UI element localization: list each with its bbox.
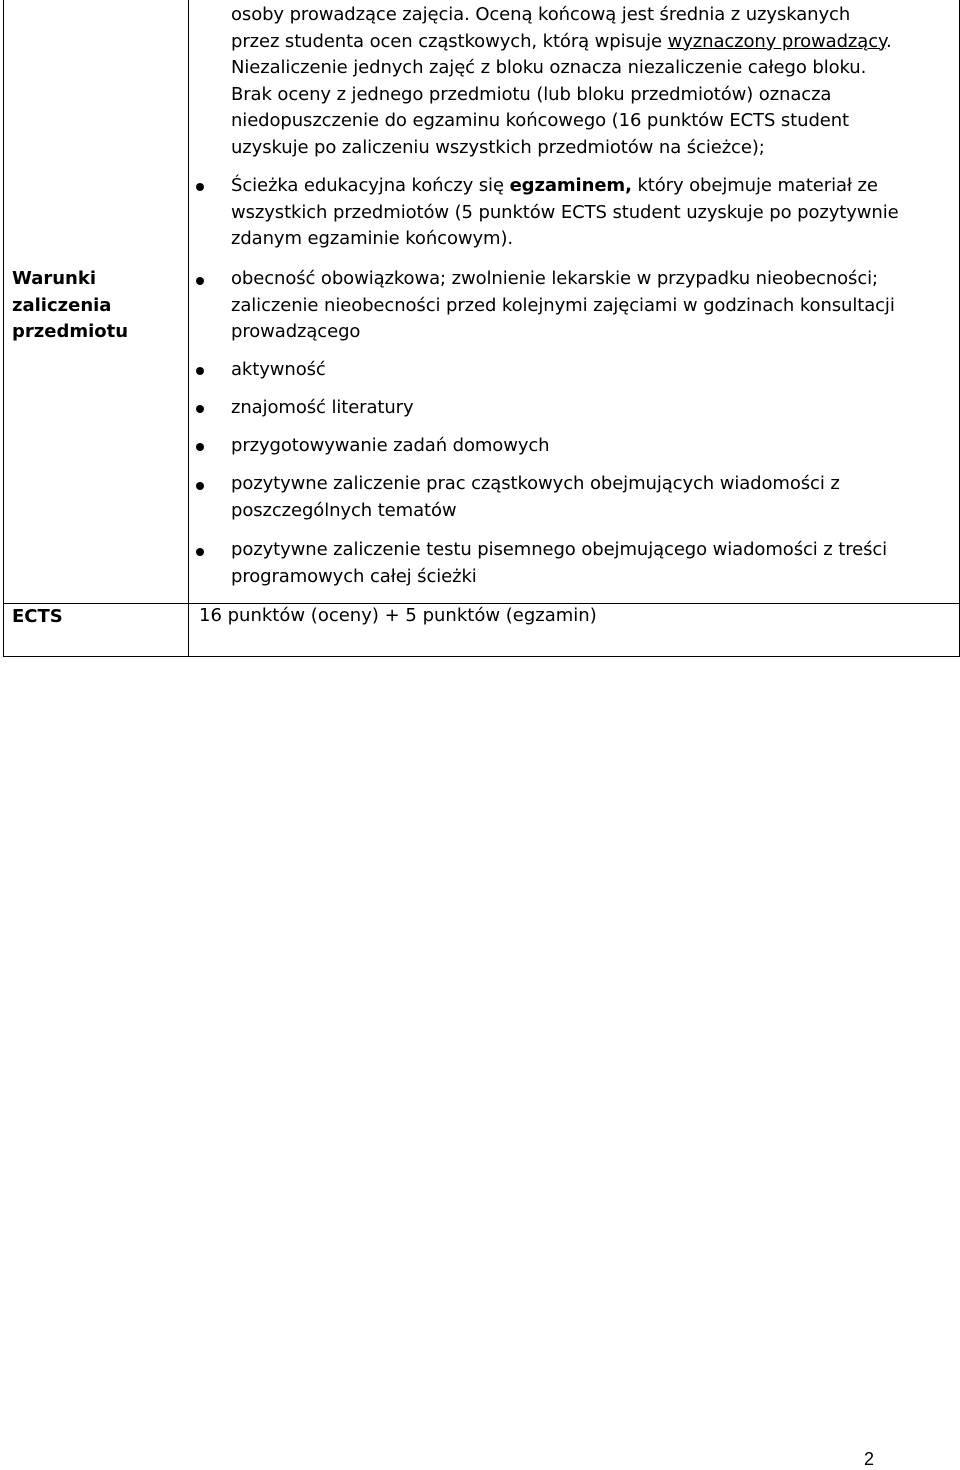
- bullet-icon: [196, 443, 204, 451]
- ects-label: ECTS: [12, 606, 63, 627]
- continuation-line: niedopuszczenie do egzaminu końcowego (16 punktów ECTS student: [231, 110, 850, 131]
- bullet-icon: [196, 482, 204, 490]
- bullet-icon: [196, 548, 204, 556]
- exam-item: [231, 173, 959, 253]
- conditions-label: Warunki zaliczenia przedmiotu: [12, 268, 129, 342]
- continuation-line: uzyskuje po zaliczeniu wszystkich przedmiotów na ścieżce);: [231, 136, 765, 158]
- continuation-line: Niezaliczenie jednych zajęć z bloku oznacza niezaliczenie całego bloku.: [231, 57, 867, 78]
- continuation-line: przez studenta ocen cząstkowych, którą wpisuje wyznaczony prowadzący.: [231, 30, 892, 52]
- bullet-icon: [196, 183, 204, 191]
- ects-value: 16 punktów (oceny) + 5 punktów (egzamin): [199, 605, 597, 626]
- continuation-line: osoby prowadzące zajęcia. Oceną końcową jest średnia z uzyskanych: [231, 4, 851, 25]
- course-table: [3, 0, 960, 657]
- bold-text: egzaminem,: [509, 175, 632, 196]
- bullet-icon: [196, 367, 204, 375]
- continuation-line: Brak oceny z jednego przedmiotu (lub bloku przedmiotów) oznacza: [231, 83, 832, 105]
- bullet-icon: [196, 277, 204, 285]
- list-item: znajomość literatury: [231, 397, 414, 418]
- exam-line: wszystkich przedmiotów (5 punktów ECTS student uzyskuje po pozytywnie: [231, 201, 899, 223]
- list-item: przygotowywanie zadań domowych: [231, 435, 550, 456]
- continuation-text: [231, 2, 959, 161]
- underlined-text: wyznaczony prowadzący: [667, 30, 886, 52]
- exam-line: Ścieżka edukacyjna kończy się egzaminem, który obejmuje materiał ze: [231, 175, 878, 196]
- list-item: pozytywne zaliczenie prac cząstkowych obejmujących wiadomości z poszczególnych tematów: [231, 473, 840, 521]
- list-item: pozytywne zaliczenie testu pisemnego obejmującego wiadomości z treści programowych całej ścieżki: [231, 539, 888, 587]
- bullet-icon: [196, 405, 204, 413]
- page-number: 2: [864, 1449, 875, 1469]
- column-divider: [188, 0, 189, 656]
- exam-line: zdanym egzaminie końcowym).: [231, 228, 514, 249]
- list-item: obecność obowiązkowa; zwolnienie lekarskie w przypadku nieobecności; zaliczenie nieobecności przed kolejnymi zajęciami w godzinach konsultacji prowadzącego: [231, 268, 895, 342]
- list-item: aktywność: [231, 359, 326, 380]
